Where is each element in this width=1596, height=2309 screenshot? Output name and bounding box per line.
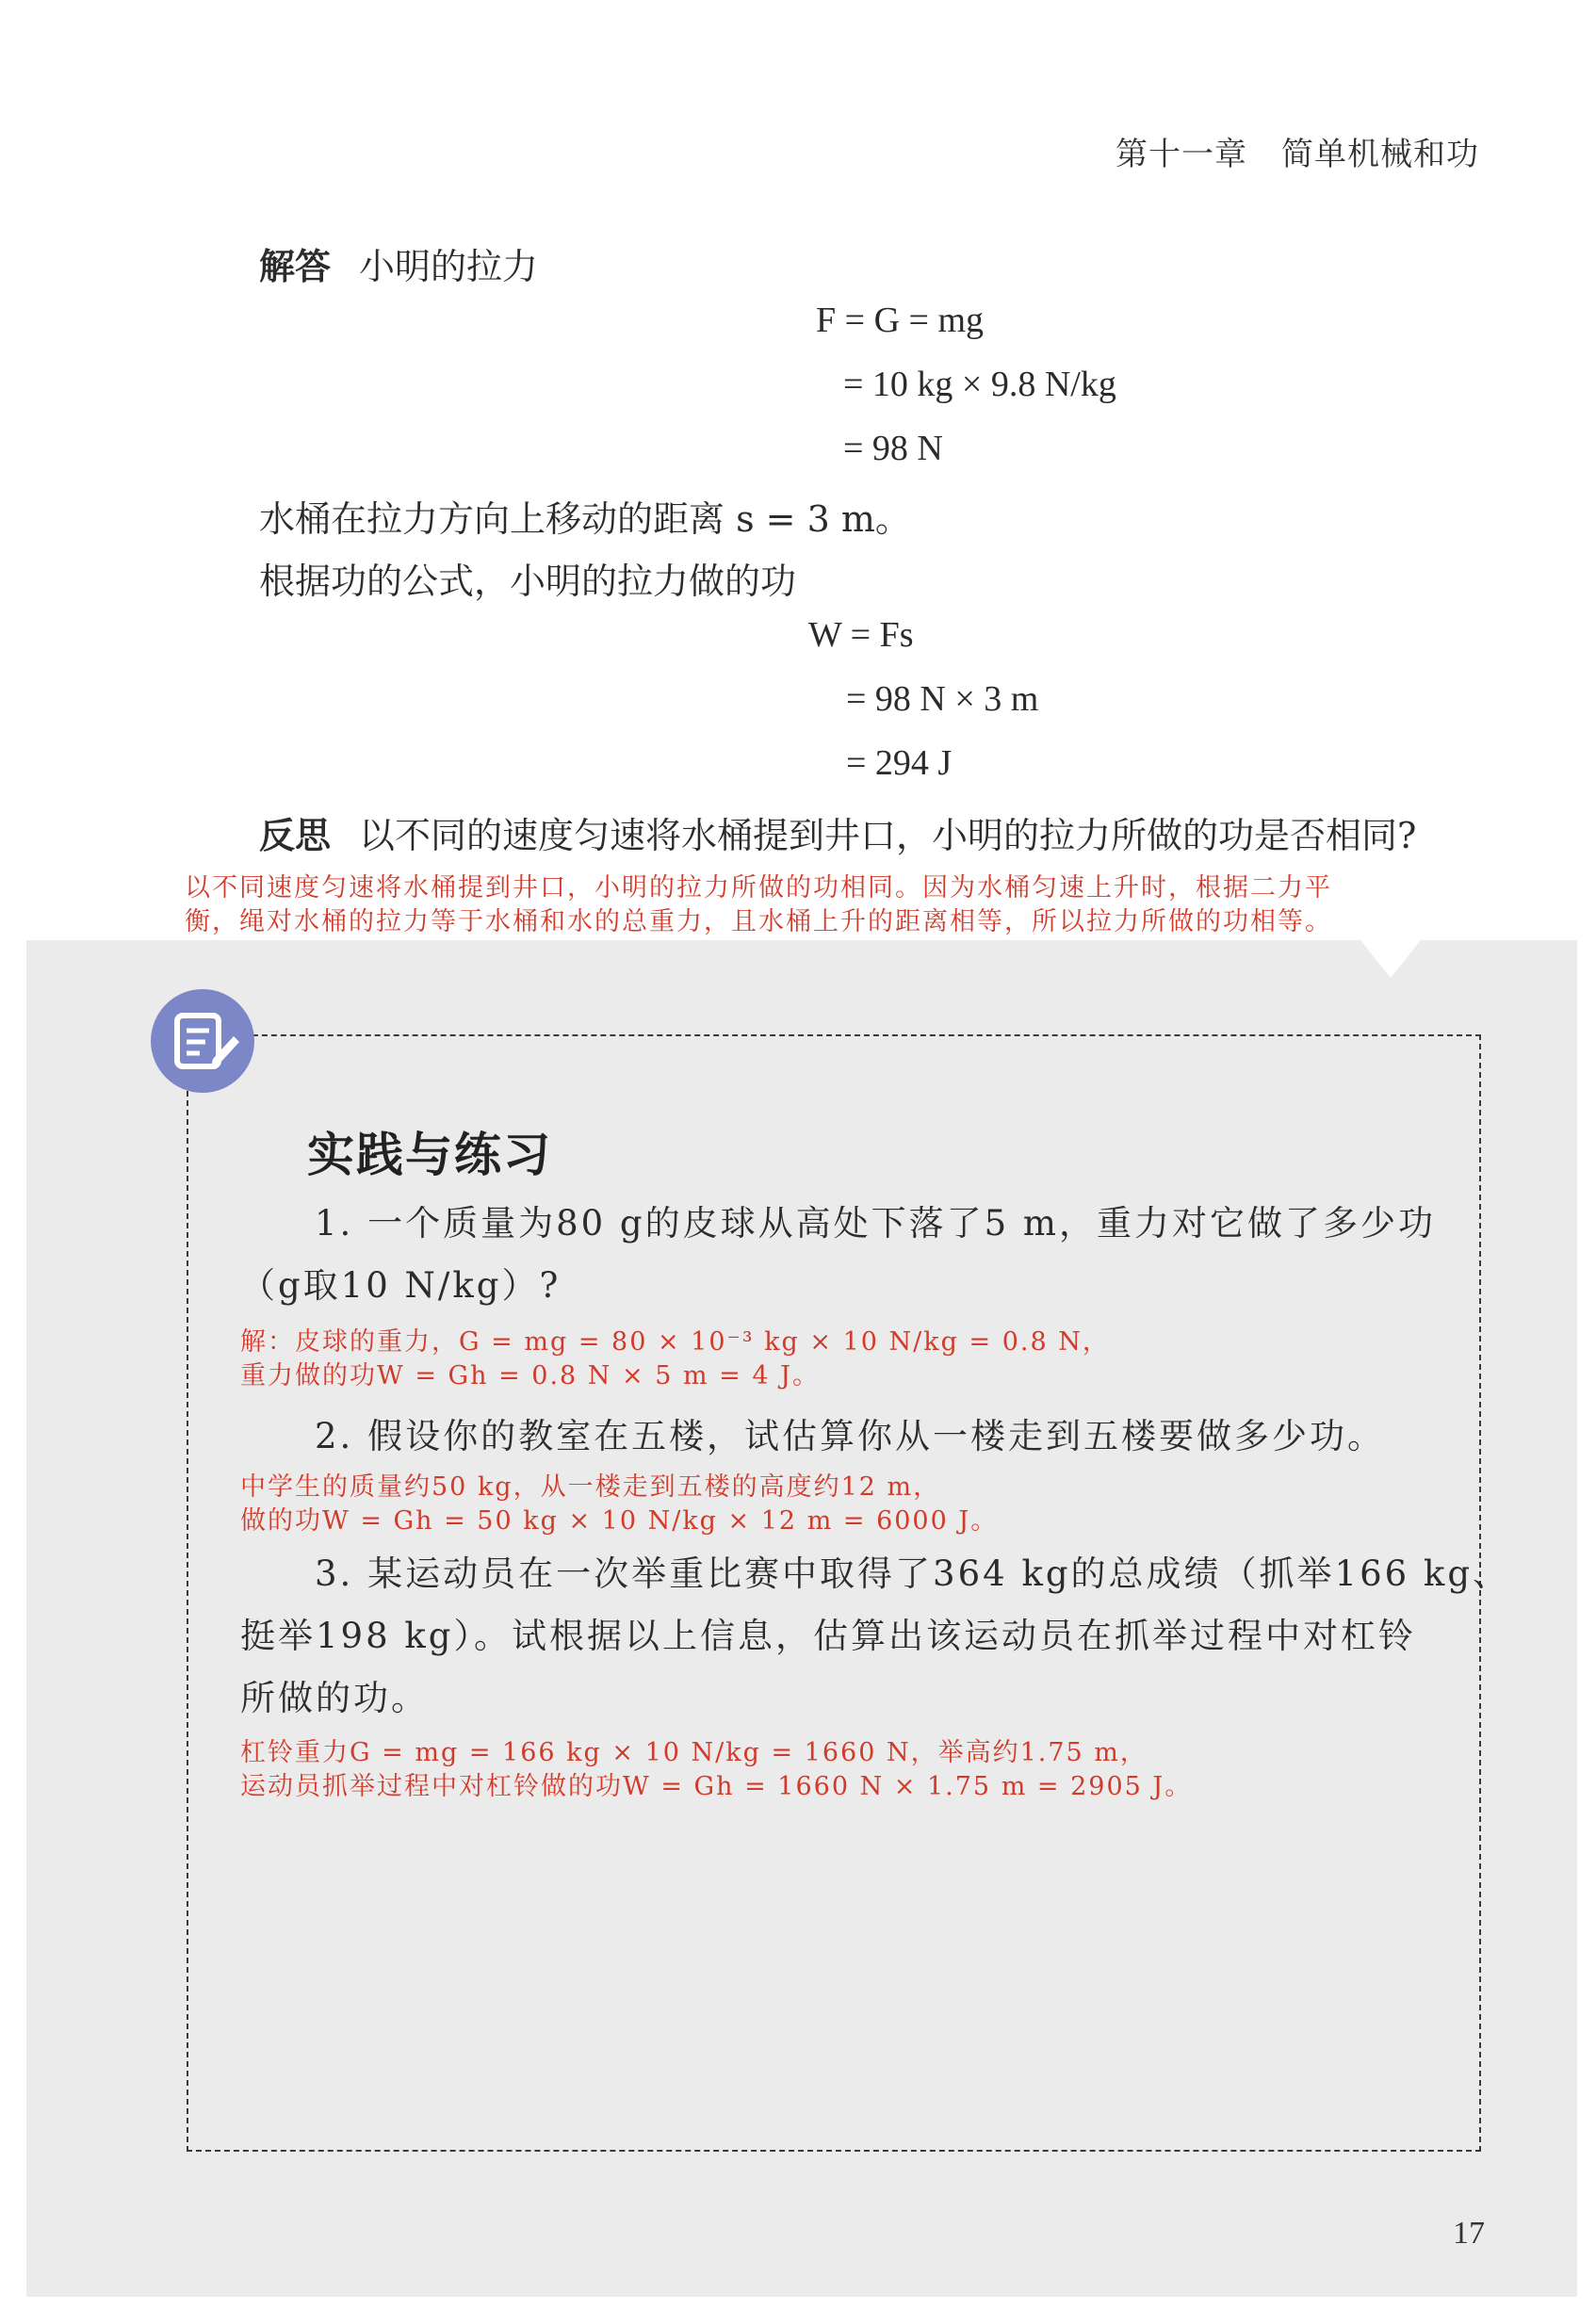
distance-statement: 水桶在拉力方向上移动的距离 s = 3 m。: [259, 498, 911, 540]
solution-label: 解答: [259, 246, 332, 287]
answer-1-line2: 重力做的功W = Gh = 0.8 N × 5 m = 4 J。: [240, 1361, 820, 1390]
reflection-answer-line1: 以不同速度匀速将水桶提到井口，小明的拉力所做的功相同。因为水桶匀速上升时，根据二力平: [185, 873, 1332, 902]
reflection-question-text: 以不同的速度匀速将水桶提到井口，小明的拉力所做的功是否相同?: [359, 815, 1417, 856]
force-equation-line1: F = G = mg: [816, 301, 984, 340]
reflection-label: 反思: [259, 815, 332, 856]
work-equation-line2: = 98 N × 3 m: [846, 679, 1039, 719]
page-number: 17: [1453, 2216, 1485, 2251]
question-1-line2: （g取10 N/kg）?: [240, 1265, 562, 1306]
solution-intro: [259, 237, 538, 289]
answer-2-line2: 做的功W = Gh = 50 kg × 10 N/kg × 12 m = 6000 J。: [240, 1506, 999, 1536]
force-equation-line3: = 98 N: [843, 429, 943, 468]
question-2-line1: 2. 假设你的教室在五楼，试估算你从一楼走到五楼要做多少功。: [315, 1416, 1386, 1456]
notepad-pencil-icon: [151, 989, 254, 1093]
work-equation-line1: W = Fs: [808, 615, 914, 655]
practice-title: 实践与练习: [307, 1127, 552, 1182]
question-1-line1: 1. 一个质量为80 g的皮球从高处下落了5 m，重力对它做了多少功: [315, 1203, 1436, 1244]
answer-2-line1: 中学生的质量约50 kg，从一楼走到五楼的高度约12 m，: [240, 1472, 941, 1502]
chapter-title: 简单机械和功: [1281, 136, 1479, 173]
work-equation-line3: = 294 J: [846, 743, 953, 783]
chapter-label: 第十一章: [1116, 136, 1247, 173]
work-intro: 根据功的公式，小明的拉力做的功: [259, 561, 797, 602]
running-header: [1116, 128, 1479, 174]
force-equation-line2: = 10 kg × 9.8 N/kg: [843, 365, 1116, 404]
answer-3-line1: 杠铃重力G = mg = 166 kg × 10 N/kg = 1660 N，举高约1.75 m，: [240, 1738, 1148, 1767]
answer-1-line1: 解：皮球的重力，G = mg = 80 × 10⁻³ kg × 10 N/kg = 0.8 N，: [240, 1327, 1110, 1357]
reflection-question: [259, 806, 1416, 858]
question-3-line2: 挺举198 kg）。试根据以上信息，估算出该运动员在抓举过程中对杠铃: [240, 1616, 1416, 1656]
question-3-line1: 3. 某运动员在一次举重比赛中取得了364 kg的总成绩（抓举166 kg、: [315, 1553, 1511, 1594]
panel-notch: [1360, 940, 1421, 978]
solution-intro-text: 小明的拉力: [359, 246, 539, 287]
reflection-answer-line2: 衡，绳对水桶的拉力等于水桶和水的总重力，且水桶上升的距离相等，所以拉力所做的功相等。: [185, 907, 1332, 936]
question-3-line3: 所做的功。: [240, 1678, 429, 1718]
answer-3-line2: 运动员抓举过程中对杠铃做的功W = Gh = 1660 N × 1.75 m = 2905 J。: [240, 1772, 1193, 1801]
